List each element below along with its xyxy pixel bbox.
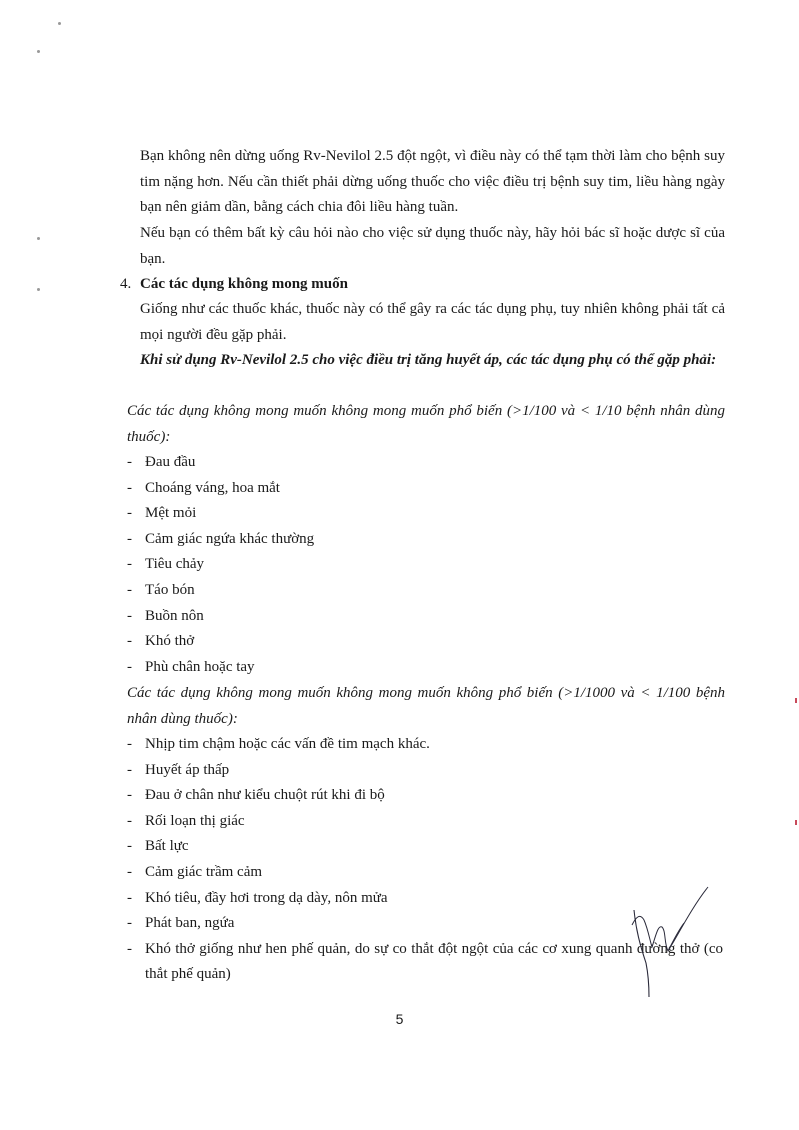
hypertension-heading: Khi sử dụng Rv-Nevilol 2.5 cho việc điều trị tăng huyết áp, các tác dụng phụ có thể gặp phải: xyxy=(140,352,717,368)
list-item: - Tiêu chảy xyxy=(127,552,727,578)
list-item: - Khó tiêu, đầy hơi trong dạ dày, nôn mửa xyxy=(127,886,727,912)
list-item: - Rối loạn thị giác xyxy=(127,809,727,835)
list-item: - Phát ban, ngứa xyxy=(127,911,727,937)
common-effects-heading: Các tác dụng không mong muốn không mong muốn phổ biến (>1/100 và < 1/10 bệnh nhân dùng thuốc): xyxy=(127,403,725,445)
scan-mark xyxy=(795,820,797,825)
section-number: 4. xyxy=(120,276,132,292)
list-item: - Nhịp tim chậm hoặc các vấn đề tim mạch khác. xyxy=(127,732,727,758)
list-item: - Cảm giác ngứa khác thường xyxy=(127,527,727,553)
scan-speck xyxy=(37,50,40,53)
list-item: - Mệt mỏi xyxy=(127,501,727,527)
list-item: - Bất lực xyxy=(127,834,727,860)
section-heading xyxy=(120,272,348,298)
intro-paragraph-1: Bạn không nên dừng uống Rv-Nevilol 2.5 đột ngột, vì điều này có thể tạm thời làm cho bệnh suy tim nặng hơn. Nếu cần thiết phải dừng uống thuốc cho việc điều trị bệnh suy tim, liều hàng ngày bạn nên giảm dần, bằng cách chia đôi liều hàng tuần. xyxy=(140,148,725,216)
page-number: 5 xyxy=(395,1011,404,1027)
handwritten-signature xyxy=(612,885,712,1000)
scan-speck xyxy=(58,22,61,25)
list-item: - Cảm giác trầm cảm xyxy=(127,860,727,886)
intro-paragraph-2: Nếu bạn có thêm bất kỳ câu hỏi nào cho việc sử dụng thuốc này, hãy hỏi bác sĩ hoặc dược sĩ của bạn. xyxy=(140,225,725,267)
list-item: - Phù chân hoặc tay xyxy=(127,655,727,681)
list-item: - Choáng váng, hoa mắt xyxy=(127,476,727,502)
scan-speck xyxy=(37,237,40,240)
section-intro: Giống như các thuốc khác, thuốc này có thể gây ra các tác dụng phụ, tuy nhiên không phải tất cả mọi người đều gặp phải. xyxy=(140,301,725,343)
scan-mark xyxy=(795,698,797,703)
list-item: - Khó thở giống như hen phế quản, do sự co thắt đột ngột của các cơ xung quanh đường thở (co thắt phế quản) xyxy=(127,937,723,988)
list-item: - Khó thở xyxy=(127,629,727,655)
list-item: - Buồn nôn xyxy=(127,604,727,630)
list-item: - Huyết áp thấp xyxy=(127,758,727,784)
list-item: - Đau ở chân như kiểu chuột rút khi đi bộ xyxy=(127,783,727,809)
scan-speck xyxy=(37,288,40,291)
list-item: - Táo bón xyxy=(127,578,727,604)
list-item: - Đau đầu xyxy=(127,450,727,476)
section-title: Các tác dụng không mong muốn xyxy=(140,276,348,292)
common-effects-list xyxy=(127,450,727,680)
uncommon-effects-heading: Các tác dụng không mong muốn không mong muốn không phổ biến (>1/1000 và < 1/100 bệnh nhân dùng thuốc): xyxy=(127,685,725,727)
